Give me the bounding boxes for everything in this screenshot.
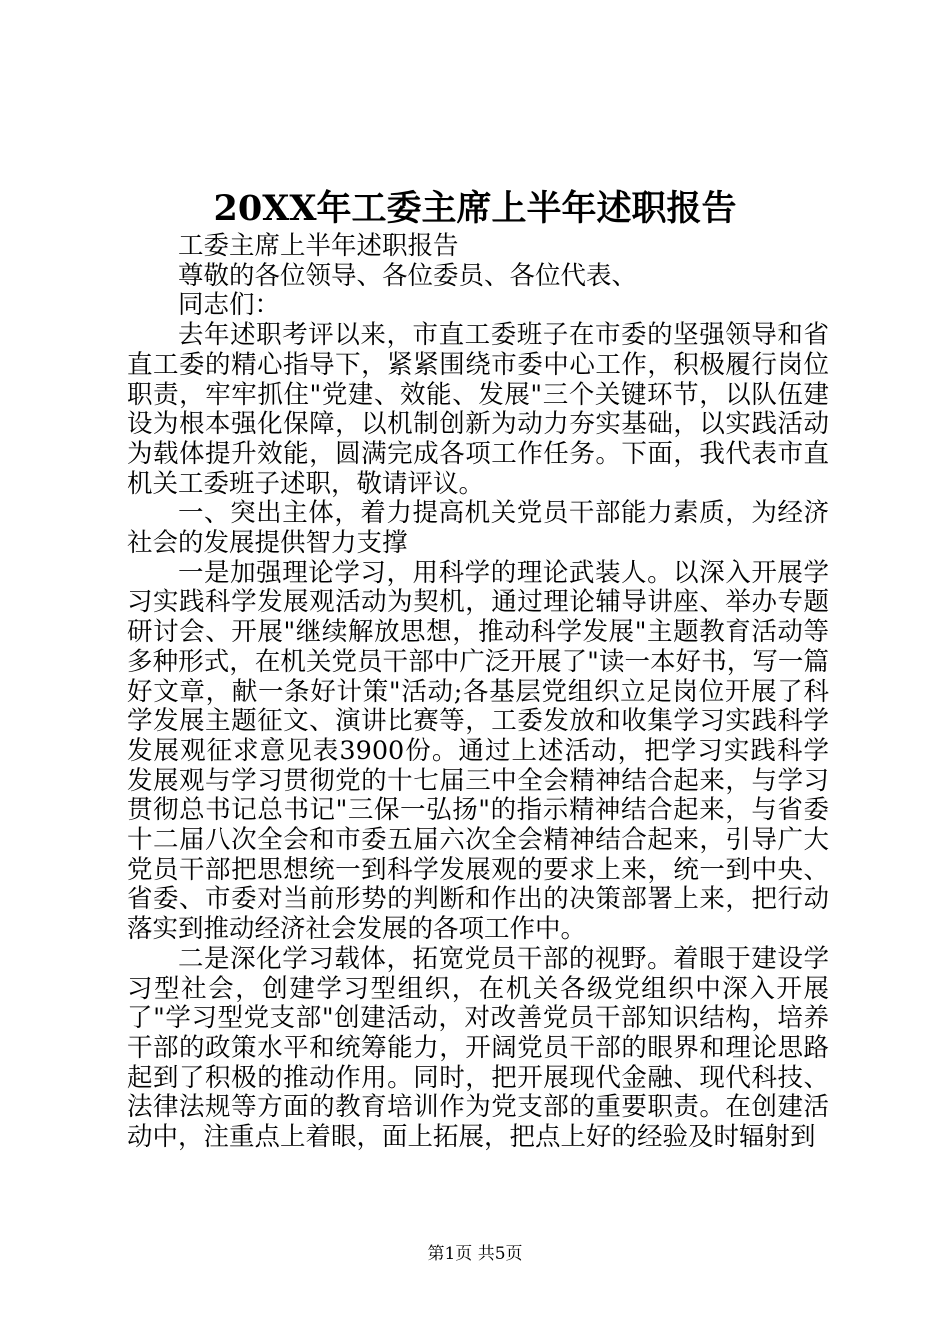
paragraph-point-one: 一是加强理论学习，用科学的理论武装人。以深入开展学习实践科学发展观活动为契机，通过理论辅导讲座、举办专题研讨会、开展"继续解放思想，推动科学发展"主题教育活动等多种形式，在机关党员干部中广泛开展了"读一本好书，写一篇好文章，献一条好计策"活动;各基层党组织立足岗位开展了科学发展主题征文、演讲比赛等，工委发放和收集学习实践科学发展观征求意见表3900份。通过上述活动，把学习实践科学发展观与学习贯彻党的十七届三中全会精神结合起来，与学习贯彻总书记总书记"三保一弘扬"的指示精神结合起来，与省委十二届八次全会和市委五届六次全会精神结合起来，引导广大党员干部把思想统一到科学发展观的要求上来，统一到中央、省委、市委对当前形势的判断和作出的决策部署上来，把行动落实到推动经济社会发展的各项工作中。 xyxy=(127,557,829,945)
page-footer: 第1页 共5页 xyxy=(427,1244,523,1264)
paragraph-subtitle: 工委主席上半年述职报告 xyxy=(178,231,459,261)
paragraph-section-heading: 一、突出主体，着力提高机关党员干部能力素质，为经济社会的发展提供智力支撑 xyxy=(127,498,829,559)
document-body xyxy=(127,232,829,1153)
document-title: 20XX年工委主席上半年述职报告 xyxy=(213,188,737,229)
paragraph-salutation: 尊敬的各位领导、各位委员、各位代表、 xyxy=(178,260,638,291)
paragraph-point-two: 二是深化学习载体，拓宽党员干部的视野。着眼于建设学习型社会，创建学习型组织，在机关各级党组织中深入开展了"学习型党支部"创建活动，对改善党员干部知识结构，培养干部的政策水平和统筹能力，开阔党员干部的眼界和理论思路起到了积极的推动作用。同时，把开展现代金融、现代科技、法律法规等方面的教育培训作为党支部的重要职责。在创建活动中，注重点上着眼，面上拓展，把点上好的经验及时辐射到 xyxy=(127,943,829,1153)
paragraph-intro: 去年述职考评以来，市直工委班子在市委的坚强领导和省直工委的精心指导下，紧紧围绕市委中心工作，积极履行岗位职责，牢牢抓住"党建、效能、发展"三个关键环节，以队伍建设为根本强化保障，以机制创新为动力夯实基础，以实践活动为载体提升效能，圆满完成各项工作任务。下面，我代表市直机关工委班子述职，敬请评议。 xyxy=(127,320,829,499)
paragraph-salutation-end: 同志们： xyxy=(178,290,281,321)
